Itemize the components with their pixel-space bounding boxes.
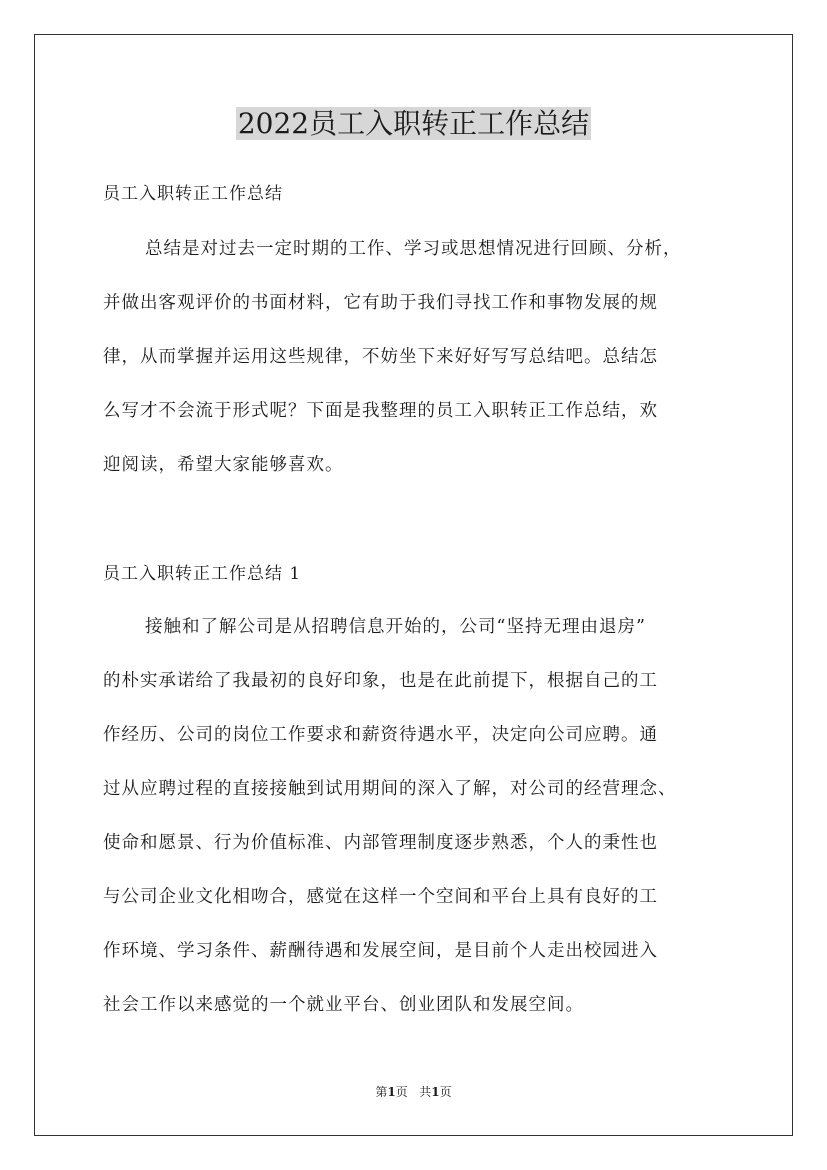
paragraph-line: 的朴实承诺给了我最初的良好印象，也是在此前提下，根据自己的工 [103, 671, 658, 691]
paragraph-line: 过从应聘过程的直接接触到试用期间的深入了解，对公司的经营理念、 [103, 779, 677, 799]
paragraph-line: 么写才不会流于形式呢？下面是我整理的员工入职转正工作总结，欢 [103, 401, 658, 421]
paragraph-line: 与公司企业文化相吻合，感觉在这样一个空间和平台上具有良好的工 [103, 887, 658, 907]
paragraph-line: 使命和愿景、行为价值标准、内部管理制度逐步熟悉，个人的秉性也 [103, 833, 658, 853]
paragraph-line: 社会工作以来感觉的一个就业平台、创业团队和发展空间。 [103, 995, 584, 1015]
paragraph-line: 接触和了解公司是从招聘信息开始的，公司“坚持无理由退房” [145, 617, 646, 637]
intro-heading: 员工入职转正工作总结 [103, 184, 283, 204]
paragraph-line: 作环境、学习条件、薪酬待遇和发展空间，是目前个人走出校园进入 [103, 941, 658, 961]
document-title-text: 2022员工入职转正工作总结 [237, 107, 590, 140]
paragraph-line: 并做出客观评价的书面材料，它有助于我们寻找工作和事物发展的规 [103, 293, 658, 313]
paragraph-line: 作经历、公司的岗位工作要求和薪资待遇水平，决定向公司应聘。通 [103, 725, 658, 745]
page-number: 第1页 [375, 1085, 408, 1099]
paragraph-line: 总结是对过去一定时期的工作、学习或思想情况进行回顾、分析， [145, 239, 682, 259]
paragraph-line: 迎阅读，希望大家能够喜欢。 [103, 455, 344, 475]
paragraph-line: 律，从而掌握并运用这些规律，不妨坐下来好好写写总结吧。总结怎 [103, 347, 658, 367]
section1-heading: 员工入职转正工作总结 1 [103, 564, 302, 584]
document-title [0, 104, 827, 144]
page-footer [0, 1084, 827, 1100]
section1-paragraph [103, 615, 743, 1047]
page-total: 共1页 [419, 1085, 452, 1099]
intro-paragraph [103, 237, 743, 507]
